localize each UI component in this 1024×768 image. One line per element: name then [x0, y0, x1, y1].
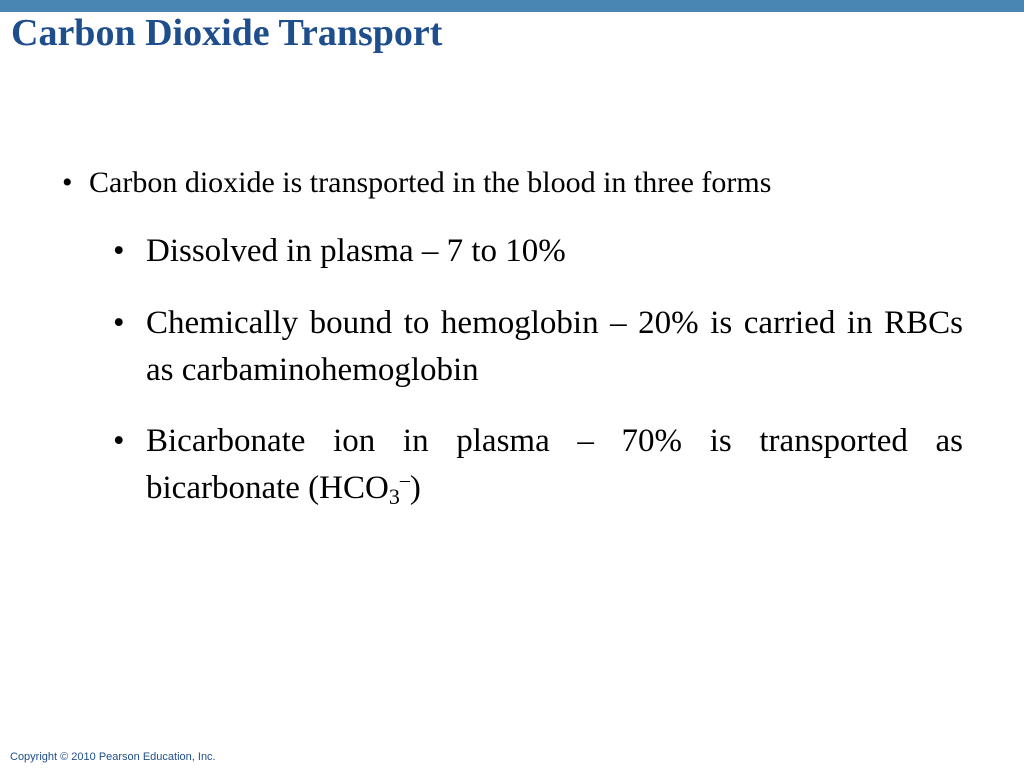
sub-bullet-dissolved	[113, 228, 963, 275]
bullet-icon: •	[113, 305, 125, 341]
main-bullet-point	[62, 163, 962, 203]
main-bullet-text: Carbon dioxide is transported in the blood in three forms	[89, 166, 772, 199]
bullet-icon: •	[62, 166, 73, 199]
bicarbonate-text: Bicarbonate ion in plasma – 70% is transported as bicarbonate (HCO	[146, 423, 963, 506]
formula-superscript: –	[399, 469, 410, 491]
formula-subscript: 3	[388, 484, 400, 509]
sub-bullet-hemoglobin	[113, 300, 963, 394]
formula-closing: )	[409, 470, 421, 506]
sub-bullet-text: Chemically bound to hemoglobin – 20% is carried in RBCs as carbaminohemoglobin	[146, 305, 963, 388]
sub-bullet-text: Dissolved in plasma – 7 to 10%	[146, 233, 566, 269]
bullet-icon: •	[113, 233, 125, 269]
copyright-notice: Copyright © 2010 Pearson Education, Inc.	[10, 751, 216, 763]
sub-bullet-bicarbonate	[113, 418, 963, 512]
slide-title: Carbon Dioxide Transport	[11, 12, 443, 54]
sub-bullet-text	[146, 418, 963, 512]
bullet-icon: •	[113, 423, 125, 459]
